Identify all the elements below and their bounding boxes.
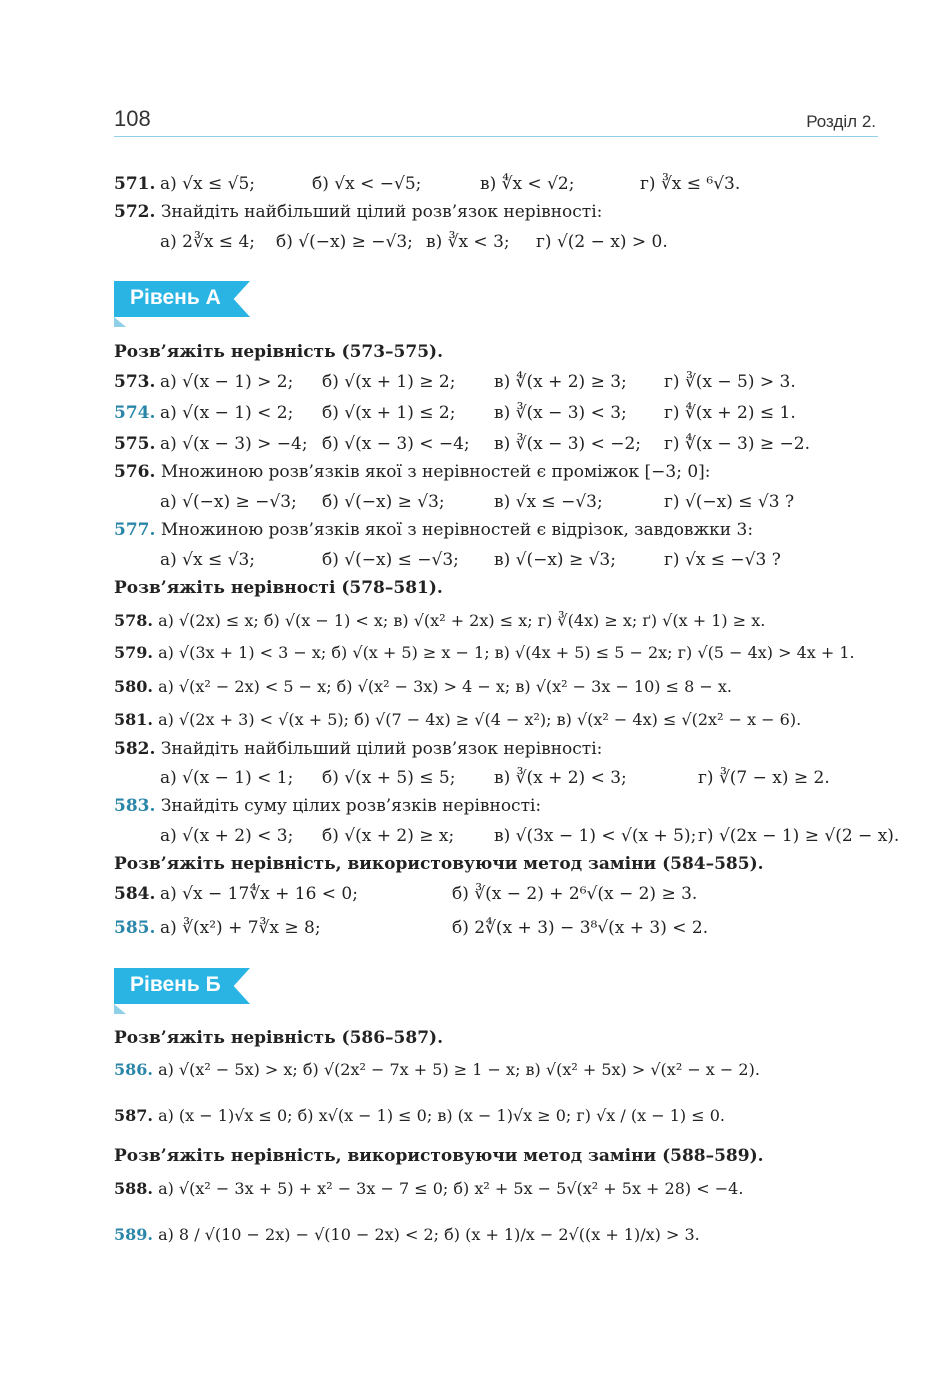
exercise-number: 574. <box>114 403 156 423</box>
exercise-number: 578. <box>114 611 153 630</box>
exercise-584 <box>114 882 882 906</box>
exercise-text: а) √(x² − 2x) < 5 − x; б) √(x² − 3x) > 4 − x; в) √(x² − 3x − 10) ≤ 8 − x. <box>158 677 732 696</box>
part-a: а) ∛(x²) + 7∛x ≥ 8; <box>160 918 321 938</box>
part-v: в) ∜x < √2; <box>480 174 575 194</box>
part-v: в) ∛(x − 3) < −2; <box>494 434 641 454</box>
part-v: в) √(3x − 1) < √(x + 5); <box>494 826 697 846</box>
exercise-571 <box>114 172 882 196</box>
part-g: г) ∛(x − 5) > 3. <box>664 372 796 392</box>
part-b: б) √(x + 1) ≤ 2; <box>322 403 456 423</box>
instruction-584-585: Розв’яжіть нерівність, використовуючи метод заміни (584–585). <box>114 854 764 874</box>
part-b: б) √(−x) ≥ −√3; <box>276 232 413 252</box>
part-a: а) √(x − 1) < 1; <box>160 768 294 788</box>
exercise-583 <box>114 794 882 818</box>
part-a: а) √(x + 2) < 3; <box>160 826 294 846</box>
part-a: а) √(x − 3) > −4; <box>160 434 308 454</box>
part-v: в) ∜(x + 2) ≥ 3; <box>494 372 627 392</box>
part-a: а) √(−x) ≥ −√3; <box>160 492 297 512</box>
part-b: б) √(−x) ≤ −√3; <box>322 550 459 570</box>
exercise-number: 572. <box>114 202 156 222</box>
part-b: б) √(x + 2) ≥ x; <box>322 826 455 846</box>
exercise-number: 588. <box>114 1179 153 1198</box>
exercise-number: 576. <box>114 462 156 482</box>
exercise-number: 575. <box>114 434 156 454</box>
instruction-586-587: Розв’яжіть нерівність (586–587). <box>114 1028 444 1048</box>
exercise-text: Множиною розв’язків якої з нерівностей є проміжок [−3; 0]: <box>160 462 711 482</box>
exercise-number: 573. <box>114 372 156 392</box>
exercise-573 <box>114 370 882 394</box>
exercise-578 <box>114 609 882 633</box>
part-g: г) ∛x ≤ ⁶√3. <box>640 174 741 194</box>
exercise-text: а) 8 / √(10 − 2x) − √(10 − 2x) < 2; б) (x + 1)/x − 2√((x + 1)/x) > 3. <box>158 1225 700 1244</box>
exercise-574 <box>114 401 882 425</box>
part-a: а) √(x − 1) > 2; <box>160 372 294 392</box>
part-g: г) √(2 − x) > 0. <box>536 232 668 252</box>
exercise-576 <box>114 460 882 484</box>
part-a: а) √x ≤ √3; <box>160 550 256 570</box>
exercise-text: Знайдіть суму цілих розв’язків нерівності: <box>160 796 542 816</box>
exercise-number: 589. <box>114 1225 153 1244</box>
exercise-number: 585. <box>114 918 156 938</box>
page-number: 108 <box>114 106 151 131</box>
part-b: б) 2∜(x + 3) − 3⁸√(x + 3) < 2. <box>452 918 709 938</box>
exercise-text: а) √(2x) ≤ x; б) √(x − 1) < x; в) √(x² + 2x) ≤ x; г) ∛(4x) ≥ x; ґ) √(x + 1) ≥ x. <box>158 611 766 630</box>
part-b: б) √x < −√5; <box>312 174 422 194</box>
header-divider <box>114 136 878 137</box>
part-a: а) 2∛x ≤ 4; <box>160 232 256 252</box>
part-a: а) √x − 17∜x + 16 < 0; <box>160 884 358 904</box>
part-v: в) √(−x) ≥ √3; <box>494 550 616 570</box>
exercise-586 <box>114 1058 882 1082</box>
exercise-text: а) √(2x + 3) < √(x + 5); б) √(7 − 4x) ≥ √(4 − x²); в) √(x² − 4x) ≤ √(2x² − x − 6). <box>158 710 802 729</box>
exercise-text: а) √(x² − 3x + 5) + x² − 3x − 7 ≤ 0; б) x² + 5x − 5√(x² + 5x + 28) < −4. <box>158 1179 744 1198</box>
part-g: г) √(−x) ≤ √3 ? <box>664 492 795 512</box>
part-b: б) √(x + 5) ≤ 5; <box>322 768 456 788</box>
part-a: а) √(x − 1) < 2; <box>160 403 294 423</box>
exercise-text: Множиною розв’язків якої з нерівностей є відрізок, завдовжки 3: <box>160 520 754 540</box>
exercise-580 <box>114 675 882 699</box>
exercise-text: Знайдіть найбільший цілий розв’язок нерівності: <box>160 202 603 222</box>
part-g: г) ∛(7 − x) ≥ 2. <box>698 768 830 788</box>
part-g: г) ∜(x + 2) ≤ 1. <box>664 403 796 423</box>
exercise-number: 580. <box>114 677 153 696</box>
exercise-number: 586. <box>114 1060 153 1079</box>
part-b: б) √(−x) ≥ √3; <box>322 492 445 512</box>
part-g: г) √(2x − 1) ≥ √(2 − x). <box>698 826 900 846</box>
exercise-579 <box>114 641 882 665</box>
part-g: г) √x ≤ −√3 ? <box>664 550 781 570</box>
instruction-573-575: Розв’яжіть нерівність (573–575). <box>114 342 444 362</box>
exercise-587 <box>114 1104 882 1128</box>
level-a-label: Рівень А <box>130 286 221 309</box>
exercise-582 <box>114 737 882 761</box>
section-title: Розділ 2. <box>806 112 876 131</box>
exercise-575 <box>114 432 882 456</box>
level-b-label: Рівень Б <box>130 973 221 996</box>
exercise-number: 582. <box>114 739 156 759</box>
exercise-577 <box>114 518 882 542</box>
instruction-588-589: Розв’яжіть нерівність, використовуючи метод заміни (588–589). <box>114 1146 764 1166</box>
exercise-588 <box>114 1177 882 1201</box>
exercise-text: а) √(3x + 1) < 3 − x; б) √(x + 5) ≥ x − 1; в) √(4x + 5) ≤ 5 − 2x; г) √(5 − 4x) > 4x + 1. <box>158 643 855 662</box>
exercise-number: 583. <box>114 796 156 816</box>
part-v: в) ∛(x − 3) < 3; <box>494 403 627 423</box>
level-b-banner <box>114 968 264 1004</box>
exercise-589 <box>114 1223 882 1247</box>
instruction-578-581: Розв’яжіть нерівності (578–581). <box>114 578 443 598</box>
part-b: б) ∛(x − 2) + 2⁶√(x − 2) ≥ 3. <box>452 884 698 904</box>
exercise-572 <box>114 200 882 224</box>
exercise-number: 577. <box>114 520 156 540</box>
exercise-text: а) √(x² − 5x) > x; б) √(2x² − 7x + 5) ≥ 1 − x; в) √(x² + 5x) > √(x² − x − 2). <box>158 1060 760 1079</box>
exercise-number: 571. <box>114 174 156 194</box>
exercise-581 <box>114 708 882 732</box>
exercise-585 <box>114 916 882 940</box>
level-a-banner <box>114 281 264 317</box>
exercise-text: а) (x − 1)√x ≤ 0; б) x√(x − 1) ≤ 0; в) (x − 1)√x ≥ 0; г) √x / (x − 1) ≤ 0. <box>158 1106 725 1125</box>
part-g: г) ∜(x − 3) ≥ −2. <box>664 434 811 454</box>
exercise-number: 579. <box>114 643 153 662</box>
exercise-number: 587. <box>114 1106 153 1125</box>
exercise-number: 584. <box>114 884 156 904</box>
exercise-number: 581. <box>114 710 153 729</box>
part-a: а) √x ≤ √5; <box>160 174 256 194</box>
part-b: б) √(x − 3) < −4; <box>322 434 470 454</box>
part-v: в) ∛(x + 2) < 3; <box>494 768 627 788</box>
exercise-text: Знайдіть найбільший цілий розв’язок нерівності: <box>160 739 603 759</box>
part-b: б) √(x + 1) ≥ 2; <box>322 372 456 392</box>
part-v: в) ∛x < 3; <box>426 232 510 252</box>
part-v: в) √x ≤ −√3; <box>494 492 603 512</box>
